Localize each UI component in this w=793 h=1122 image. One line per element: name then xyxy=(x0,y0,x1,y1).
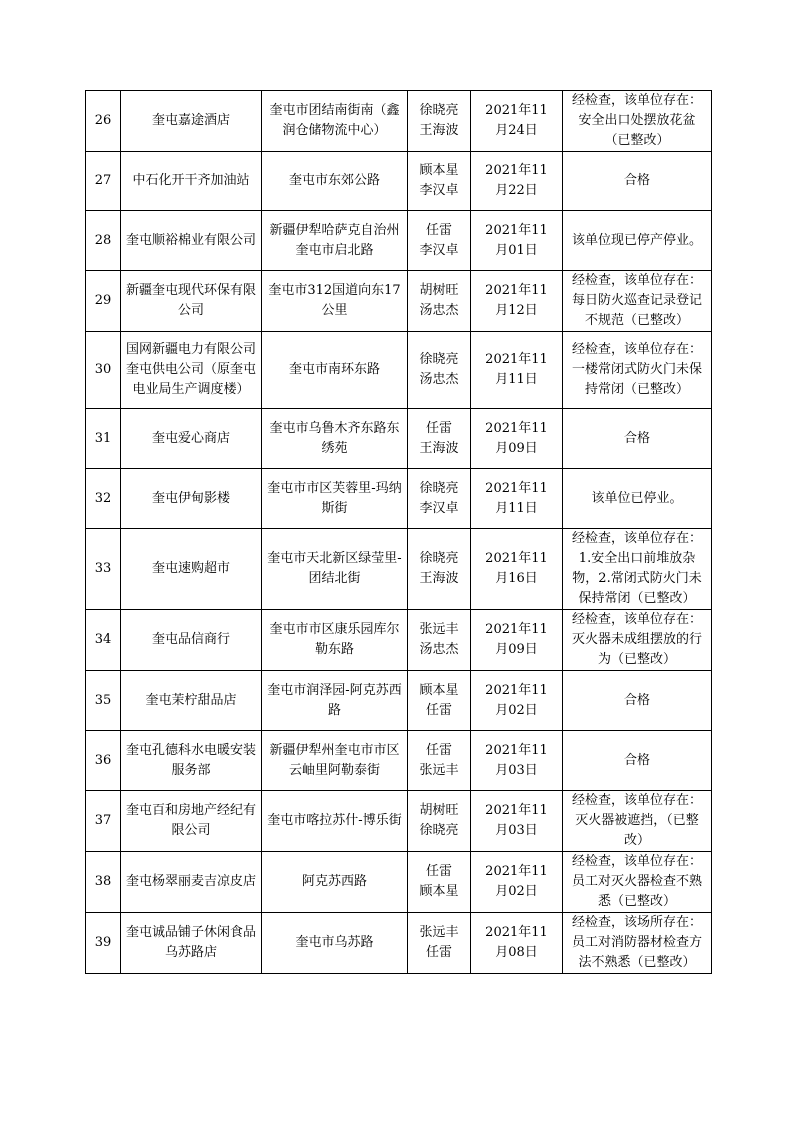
table-row xyxy=(86,332,712,409)
inspection-date-cell xyxy=(471,610,563,671)
inspection-date-cell xyxy=(471,91,563,152)
inspectors-cell-line: 胡树旺 xyxy=(419,803,459,818)
address-cell: 奎屯市东郊公路 xyxy=(262,152,408,211)
inspectors-cell xyxy=(408,610,471,671)
inspection-date-cell xyxy=(471,852,563,913)
inspection-date-cell-line: 2021年11 xyxy=(485,352,548,367)
row-number-cell: 29 xyxy=(86,271,121,332)
inspection-date-cell xyxy=(471,271,563,332)
inspectors-cell-line: 王海波 xyxy=(419,440,459,456)
inspection-date-cell-line: 月16日 xyxy=(495,571,538,586)
inspectors-cell xyxy=(408,152,471,211)
inspection-date-cell-line: 2021年11 xyxy=(485,864,548,879)
inspection-date-cell xyxy=(471,469,563,529)
address-cell: 奎屯市乌苏路 xyxy=(262,913,408,974)
inspectors-cell xyxy=(408,332,471,409)
inspection-date-cell-line: 月03日 xyxy=(495,762,538,778)
inspectors-cell-line: 任雷 xyxy=(425,702,452,718)
inspection-date-cell xyxy=(471,731,563,791)
table-row xyxy=(86,91,712,152)
inspection-date-cell-line: 月22日 xyxy=(495,183,538,198)
inspection-date-cell-line: 2021年11 xyxy=(485,742,548,758)
inspectors-cell-line: 任雷 xyxy=(425,945,452,960)
inspectors-cell-line: 顾本星 xyxy=(419,884,459,899)
table-row xyxy=(86,610,712,671)
inspectors-cell xyxy=(408,91,471,152)
inspection-result-cell: 经检查，该单位存在：员工对灭火器检查不熟悉（已整改） xyxy=(563,852,712,913)
row-number-cell: 34 xyxy=(86,610,121,671)
unit-name-cell: 国网新疆电力有限公司奎屯供电公司（原奎屯电业局生产调度楼） xyxy=(121,332,262,409)
inspection-date-cell-line: 月01日 xyxy=(495,242,538,258)
inspection-date-cell xyxy=(471,913,563,974)
inspection-date-cell-line: 月11日 xyxy=(495,372,538,387)
inspection-date-cell-line: 月02日 xyxy=(495,702,538,718)
inspection-date-cell-line: 2021年11 xyxy=(485,103,548,118)
inspectors-cell-line: 任雷 xyxy=(425,222,452,238)
inspection-result-cell: 合格 xyxy=(563,409,712,469)
inspectors-cell-line: 汤忠杰 xyxy=(419,642,459,657)
table-row xyxy=(86,852,712,913)
inspectors-cell-line: 王海波 xyxy=(419,123,459,138)
row-number-cell: 33 xyxy=(86,529,121,610)
address-cell: 新疆伊犁哈萨克自治州奎屯市启北路 xyxy=(262,211,408,271)
unit-name-cell: 奎屯孔德科水电暖安装服务部 xyxy=(121,731,262,791)
inspection-result-cell: 经检查，该单位存在：每日防火巡查记录登记不规范（已整改） xyxy=(563,271,712,332)
inspection-result-cell: 合格 xyxy=(563,731,712,791)
row-number-cell: 28 xyxy=(86,211,121,271)
inspectors-cell xyxy=(408,409,471,469)
inspectors-cell xyxy=(408,791,471,852)
inspection-result-cell: 经检查，该单位存在：1.安全出口前堆放杂物，2.常闭式防火门未保持常闭（已整改） xyxy=(563,529,712,610)
inspection-table xyxy=(85,90,712,974)
table-row xyxy=(86,671,712,731)
inspection-date-cell xyxy=(471,529,563,610)
inspectors-cell-line: 张远丰 xyxy=(419,925,459,940)
inspection-date-cell-line: 2021年11 xyxy=(485,480,548,496)
table-row xyxy=(86,913,712,974)
table-row xyxy=(86,469,712,529)
address-cell: 奎屯市团结南街南（鑫润仓储物流中心） xyxy=(262,91,408,152)
row-number-cell: 37 xyxy=(86,791,121,852)
inspectors-cell xyxy=(408,913,471,974)
address-cell: 奎屯市润泽园-阿克苏西路 xyxy=(262,671,408,731)
inspectors-cell-line: 李汉卓 xyxy=(419,500,459,516)
inspectors-cell-line: 任雷 xyxy=(425,864,452,879)
inspectors-cell-line: 徐晓亮 xyxy=(419,480,459,496)
inspectors-cell xyxy=(408,671,471,731)
inspectors-cell xyxy=(408,211,471,271)
unit-name-cell: 奎屯诚品铺子休闲食品乌苏路店 xyxy=(121,913,262,974)
inspectors-cell-line: 顾本星 xyxy=(419,163,459,178)
address-cell: 奎屯市天北新区绿莹里-团结北街 xyxy=(262,529,408,610)
inspection-date-cell-line: 2021年11 xyxy=(485,925,548,940)
unit-name-cell: 奎屯百和房地产经纪有限公司 xyxy=(121,791,262,852)
inspection-date-cell xyxy=(471,211,563,271)
inspection-date-cell-line: 2021年11 xyxy=(485,551,548,566)
unit-name-cell: 奎屯品信商行 xyxy=(121,610,262,671)
inspectors-cell-line: 李汉卓 xyxy=(419,183,459,198)
inspectors-cell-line: 徐晓亮 xyxy=(419,551,459,566)
inspection-date-cell xyxy=(471,332,563,409)
inspectors-cell-line: 张远丰 xyxy=(419,622,459,637)
address-cell: 奎屯市南环东路 xyxy=(262,332,408,409)
table-row xyxy=(86,211,712,271)
row-number-cell: 35 xyxy=(86,671,121,731)
inspectors-cell-line: 徐晓亮 xyxy=(419,352,459,367)
address-cell: 奎屯市乌鲁木齐东路东绣苑 xyxy=(262,409,408,469)
row-number-cell: 27 xyxy=(86,152,121,211)
inspection-result-cell: 经检查，该场所存在：员工对消防器材检查方法不熟悉（已整改） xyxy=(563,913,712,974)
inspection-date-cell-line: 月03日 xyxy=(495,823,538,838)
inspectors-cell-line: 汤忠杰 xyxy=(419,372,459,387)
inspectors-cell xyxy=(408,529,471,610)
inspection-date-cell xyxy=(471,152,563,211)
inspection-date-cell-line: 月12日 xyxy=(495,303,538,318)
inspection-result-cell: 合格 xyxy=(563,152,712,211)
inspection-result-cell: 经检查，该单位存在：安全出口处摆放花盆（已整改） xyxy=(563,91,712,152)
unit-name-cell: 奎屯速购超市 xyxy=(121,529,262,610)
table-row xyxy=(86,731,712,791)
inspection-date-cell-line: 2021年11 xyxy=(485,420,548,436)
inspection-date-cell-line: 月09日 xyxy=(495,642,538,657)
inspectors-cell-line: 顾本星 xyxy=(419,682,459,698)
row-number-cell: 26 xyxy=(86,91,121,152)
inspection-date-cell-line: 2021年11 xyxy=(485,283,548,298)
table-row xyxy=(86,271,712,332)
inspection-result-cell: 该单位现已停产停业。 xyxy=(563,211,712,271)
inspection-result-cell: 该单位已停业。 xyxy=(563,469,712,529)
inspection-date-cell xyxy=(471,791,563,852)
row-number-cell: 38 xyxy=(86,852,121,913)
inspectors-cell xyxy=(408,271,471,332)
inspection-date-cell-line: 月11日 xyxy=(495,500,538,516)
address-cell: 奎屯市市区芙蓉里-玛纳斯街 xyxy=(262,469,408,529)
inspection-date-cell-line: 月02日 xyxy=(495,884,538,899)
inspection-date-cell-line: 月08日 xyxy=(495,945,538,960)
unit-name-cell: 奎屯杨翠丽麦吉凉皮店 xyxy=(121,852,262,913)
unit-name-cell: 奎屯茉柠甜品店 xyxy=(121,671,262,731)
inspection-table-body xyxy=(86,91,712,974)
inspection-date-cell xyxy=(471,671,563,731)
inspectors-cell-line: 徐晓亮 xyxy=(419,823,459,838)
inspectors-cell xyxy=(408,469,471,529)
inspectors-cell-line: 任雷 xyxy=(425,420,452,436)
row-number-cell: 30 xyxy=(86,332,121,409)
inspection-result-cell: 合格 xyxy=(563,671,712,731)
inspectors-cell-line: 胡树旺 xyxy=(419,283,459,298)
inspection-date-cell-line: 月24日 xyxy=(495,123,538,138)
inspectors-cell-line: 张远丰 xyxy=(419,762,459,778)
inspection-result-cell: 经检查，该单位存在：一楼常闭式防火门未保持常闭（已整改） xyxy=(563,332,712,409)
inspectors-cell-line: 汤忠杰 xyxy=(419,303,459,318)
unit-name-cell: 新疆奎屯现代环保有限公司 xyxy=(121,271,262,332)
table-row xyxy=(86,791,712,852)
inspection-date-cell-line: 2021年11 xyxy=(485,222,548,238)
table-row xyxy=(86,529,712,610)
unit-name-cell: 中石化开干齐加油站 xyxy=(121,152,262,211)
row-number-cell: 39 xyxy=(86,913,121,974)
table-row xyxy=(86,409,712,469)
inspection-result-cell: 经检查，该单位存在：灭火器被遮挡，（已整改） xyxy=(563,791,712,852)
address-cell: 新疆伊犁州奎屯市市区云岫里阿勒泰街 xyxy=(262,731,408,791)
address-cell: 阿克苏西路 xyxy=(262,852,408,913)
inspection-date-cell-line: 2021年11 xyxy=(485,803,548,818)
inspectors-cell-line: 任雷 xyxy=(425,742,452,758)
unit-name-cell: 奎屯伊甸影楼 xyxy=(121,469,262,529)
inspectors-cell xyxy=(408,852,471,913)
unit-name-cell: 奎屯爱心商店 xyxy=(121,409,262,469)
row-number-cell: 36 xyxy=(86,731,121,791)
row-number-cell: 31 xyxy=(86,409,121,469)
address-cell: 奎屯市喀拉苏什-博乐街 xyxy=(262,791,408,852)
inspection-date-cell xyxy=(471,409,563,469)
inspectors-cell-line: 徐晓亮 xyxy=(419,103,459,118)
inspection-date-cell-line: 2021年11 xyxy=(485,622,548,637)
inspection-date-cell-line: 2021年11 xyxy=(485,682,548,698)
table-row xyxy=(86,152,712,211)
inspectors-cell xyxy=(408,731,471,791)
unit-name-cell: 奎屯顺裕棉业有限公司 xyxy=(121,211,262,271)
inspectors-cell-line: 王海波 xyxy=(419,571,459,586)
row-number-cell: 32 xyxy=(86,469,121,529)
inspection-result-cell: 经检查，该单位存在：灭火器未成组摆放的行为（已整改） xyxy=(563,610,712,671)
inspection-date-cell-line: 2021年11 xyxy=(485,163,548,178)
address-cell: 奎屯市市区康乐园库尔勒东路 xyxy=(262,610,408,671)
inspection-date-cell-line: 月09日 xyxy=(495,440,538,456)
address-cell: 奎屯市312国道向东17公里 xyxy=(262,271,408,332)
inspectors-cell-line: 李汉卓 xyxy=(419,242,459,258)
unit-name-cell: 奎屯嘉途酒店 xyxy=(121,91,262,152)
